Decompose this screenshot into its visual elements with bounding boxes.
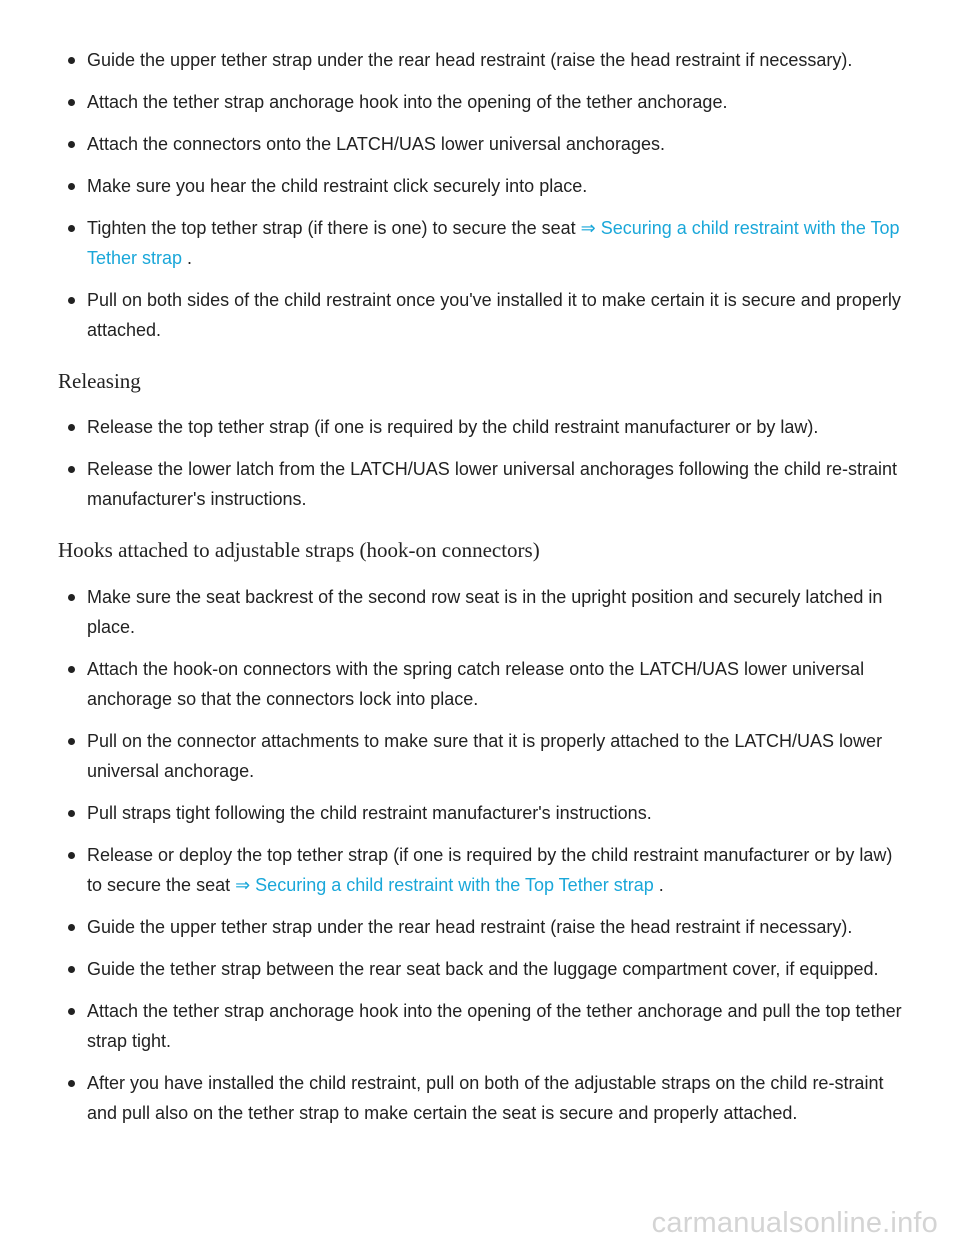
list-item-text: Release the top tether strap (if one is required by the child restraint manufacturer or by law).: [87, 417, 819, 437]
section-heading-hooks: Hooks attached to adjustable straps (hook-on connectors): [58, 538, 540, 562]
list-item: [0, 798, 960, 828]
bullet-icon: [68, 924, 75, 931]
list-item-text: Make sure the seat backrest of the second row seat is in the upright position and securely latched in place.: [87, 587, 883, 637]
list-item-text: Pull on the connector attachments to make sure that it is properly attached to the LATCH/UAS lower universal anchorage.: [87, 731, 883, 781]
bullet-icon: [68, 183, 75, 190]
bullet-icon: [68, 225, 75, 232]
bullet-icon: [68, 738, 75, 745]
list-item-text: Make sure you hear the child restraint click securely into place.: [87, 176, 588, 196]
top-tether-link[interactable]: ⇒ Securing a child restraint with the Top Tether strap: [87, 218, 900, 268]
list-item: [0, 654, 960, 714]
list-item-text: Attach the tether strap anchorage hook into the opening of the tether anchorage and pull the top tether strap tight.: [87, 1001, 902, 1051]
bullet-icon: [68, 424, 75, 431]
list-item: [0, 412, 960, 442]
releasing-steps-list: [0, 412, 960, 526]
list-item: [0, 87, 960, 117]
list-item-text: Attach the hook-on connectors with the spring catch release onto the LATCH/UAS lower universal anchorage so that the connectors lock into place.: [87, 659, 865, 709]
list-item-text: Pull straps tight following the child restraint manufacturer's instructions.: [87, 803, 652, 823]
list-item-text: Attach the connectors onto the LATCH/UAS lower universal anchorages.: [87, 134, 665, 154]
list-item: [0, 1068, 960, 1128]
list-item: [0, 454, 960, 514]
list-item-text: After you have installed the child restraint, pull on both of the adjustable straps on the child re-straint and pull also on the tether strap to make certain the seat is secure and properly attached.: [87, 1073, 884, 1123]
section-heading-releasing: Releasing: [58, 369, 141, 393]
list-item: [0, 726, 960, 786]
list-item-text: Guide the upper tether strap under the rear head restraint (raise the head restraint if necessary).: [87, 917, 853, 937]
bullet-icon: [68, 1080, 75, 1087]
list-item: [0, 996, 960, 1056]
installation-steps-list: [0, 45, 960, 357]
bullet-icon: [68, 297, 75, 304]
list-item-text-end: .: [182, 248, 193, 268]
list-item-text: Attach the tether strap anchorage hook into the opening of the tether anchorage.: [87, 92, 728, 112]
list-item-text: Guide the upper tether strap under the rear head restraint (raise the head restraint if necessary).: [87, 50, 853, 70]
bullet-icon: [68, 57, 75, 64]
bullet-icon: [68, 99, 75, 106]
bullet-icon: [68, 666, 75, 673]
bullet-icon: [68, 810, 75, 817]
list-item-text: Release the lower latch from the LATCH/UAS lower universal anchorages following the child re-straint manufacturer's instructions.: [87, 459, 898, 509]
list-item: [0, 285, 960, 345]
bullet-icon: [68, 1008, 75, 1015]
list-item: [0, 213, 960, 273]
bullet-icon: [68, 141, 75, 148]
list-item: [0, 954, 960, 984]
list-item: [0, 45, 960, 75]
bullet-icon: [68, 466, 75, 473]
list-item-text: Release or deploy the top tether strap (if one is required by the child restraint manufacturer or by law) to secure the seat: [87, 845, 893, 895]
list-item-text-end: .: [653, 875, 664, 895]
list-item: [0, 129, 960, 159]
bullet-icon: [68, 966, 75, 973]
list-item: [0, 171, 960, 201]
site-watermark: carmanualsonline.info: [651, 1207, 938, 1239]
list-item: [0, 912, 960, 942]
list-item: [0, 582, 960, 642]
list-item-text: Guide the tether strap between the rear seat back and the luggage compartment cover, if equipped.: [87, 959, 879, 979]
list-item-text: Tighten the top tether strap (if there is one) to secure the seat: [87, 218, 581, 238]
bullet-icon: [68, 594, 75, 601]
list-item: [0, 840, 960, 900]
bullet-icon: [68, 852, 75, 859]
list-item-text: Pull on both sides of the child restraint once you've installed it to make certain it is secure and properly attached.: [87, 290, 901, 340]
hook-on-steps-list: [0, 582, 960, 1140]
top-tether-link[interactable]: ⇒ Securing a child restraint with the Top Tether strap: [235, 875, 654, 895]
